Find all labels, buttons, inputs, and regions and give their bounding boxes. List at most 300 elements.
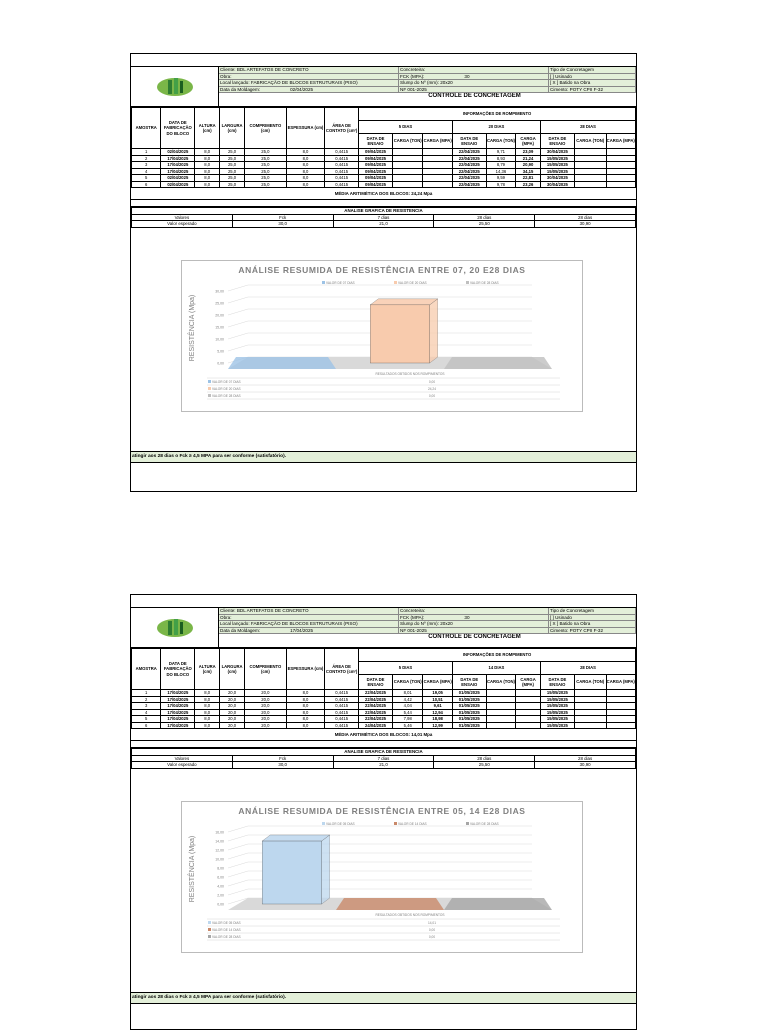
table-cell: 0,4415: [325, 149, 359, 156]
table-cell: 20,90: [516, 162, 541, 169]
table-cell: 8,0: [286, 690, 324, 697]
table-cell: 1: [132, 149, 161, 156]
y-tick-label: 8,00: [217, 866, 224, 871]
col-carga-mpa: CARGA (MPA): [606, 134, 636, 149]
company-logo: [131, 608, 219, 647]
col-period-2: 14 DIAS: [452, 662, 540, 675]
table-cell: 09/04/2025: [359, 149, 393, 156]
table-row: [132, 162, 636, 169]
footer-note: atingir aos 28 dias o Fck ≥ 4,5 MPA para ser conforme (satisfatório).: [131, 451, 636, 463]
company-logo: [131, 67, 219, 106]
sheet-top-blank: [131, 595, 636, 608]
table-cell: 0,4415: [325, 716, 359, 723]
col-espessura: ESPESSURA (cm): [286, 649, 324, 690]
tipo-cell: Tipo de Concretagem: [549, 67, 636, 74]
batido-cell: [ X ] Batido na Obra: [549, 621, 636, 628]
table-cell: 8,0: [195, 168, 220, 175]
table-cell: 25,0: [244, 181, 286, 188]
x-axis-label: RESULTADOS OBTIDOS NOS ROMPIMENTOS: [375, 372, 445, 376]
summary-cell: Valor esperado: [132, 762, 233, 769]
info-grid: [219, 67, 636, 106]
usinado-cell: [ ] Usinado: [549, 74, 636, 81]
col-data-ensaio: DATA DE ENSAIO: [452, 134, 486, 149]
table-cell: 4,04: [392, 703, 423, 710]
summary-title: ANALISE GRAFICA DE RESISTENCIA: [132, 208, 636, 215]
table-cell: 15/05/2025: [540, 690, 574, 697]
data-table-value: 14,01: [428, 921, 436, 925]
y-tick-label: 25,00: [215, 301, 224, 306]
table-cell: 5: [132, 716, 161, 723]
y-tick-label: 30,00: [215, 289, 224, 294]
data-table-swatch: [208, 380, 211, 383]
table-cell: 3: [132, 162, 161, 169]
summary-cell: 28 dias: [535, 755, 636, 762]
summary-cell: 30,90: [535, 762, 636, 769]
col-comprimento: COMPRIMENTO (cm): [244, 108, 286, 149]
table-cell: 4,42: [392, 696, 423, 703]
cliente-cell: Cliente: BDL ARTEFATOS DE CONCRETO: [219, 608, 399, 615]
logo-icon: [155, 617, 195, 639]
legend-label: VALOR DE 20 DIAS: [398, 281, 427, 285]
table-cell: 09/04/2025: [359, 175, 393, 182]
table-cell: 01/05/2025: [452, 696, 486, 703]
table-cell: [486, 722, 515, 729]
table-cell: 25,0: [220, 175, 245, 182]
table-cell: 25,0: [220, 168, 245, 175]
data-table-value: 24,24: [428, 387, 436, 391]
col-period-3: 28 DIAS: [540, 121, 635, 134]
table-cell: 15/05/2025: [540, 722, 574, 729]
media-aritmetica: MÉDIA ARITIMÉTICA DOS BLOCOS: 14,01 Mpa: [131, 729, 636, 741]
col-carga-mpa: CARGA (MPA): [516, 134, 541, 149]
summary-cell: Valores: [132, 755, 233, 762]
table-cell: 8,0: [286, 155, 324, 162]
table-cell: 25,0: [220, 149, 245, 156]
table-cell: 25,0: [244, 162, 286, 169]
sheet-header: [131, 608, 636, 648]
table-cell: 18,98: [423, 716, 452, 723]
table-cell: 22/04/2025: [359, 690, 393, 697]
table-cell: 17/04/2025: [161, 162, 195, 169]
legend-swatch: [394, 822, 397, 825]
table-cell: 17/04/2025: [161, 709, 195, 716]
report-title: CONTROLE DE CONCRETAGEM: [399, 634, 549, 641]
data-table-value: 0,00: [428, 928, 436, 932]
table-cell: 17/04/2025: [161, 696, 195, 703]
table-row: [132, 175, 636, 182]
concreteira-cell: Concreteira:: [399, 67, 549, 74]
table-cell: 8,79: [486, 162, 515, 169]
summary-cell: 30,90: [535, 221, 636, 228]
table-cell: 8,0: [195, 175, 220, 182]
table-cell: 3: [132, 703, 161, 710]
table-cell: [392, 181, 423, 188]
results-table: [131, 648, 636, 729]
summary-cell: 28 dias: [434, 214, 535, 221]
bar: [444, 357, 552, 369]
col-largura: LARGURA (cm): [220, 108, 245, 149]
table-cell: 17/04/2025: [161, 168, 195, 175]
table-cell: 20,0: [220, 690, 245, 697]
summary-cell: Fck: [232, 755, 333, 762]
table-cell: 20,0: [220, 716, 245, 723]
y-tick-label: 10,00: [215, 857, 224, 862]
table-cell: 0,4415: [325, 168, 359, 175]
summary-cell: 30,0: [232, 762, 333, 769]
table-cell: 5: [132, 175, 161, 182]
table-cell: 01/05/2025: [452, 716, 486, 723]
table-cell: 25,0: [220, 162, 245, 169]
table-cell: 12,99: [423, 722, 452, 729]
data-table-series: VALOR DE 28 DIAS: [212, 394, 241, 398]
table-cell: 15/05/2025: [540, 696, 574, 703]
table-cell: 8,0: [195, 155, 220, 162]
table-cell: 22/04/2025: [359, 696, 393, 703]
col-altura: ALTURA (cm): [195, 108, 220, 149]
summary-table: [131, 748, 636, 769]
data-table-series: VALOR DE 07 DIAS: [212, 380, 241, 384]
summary-cell: 7 dias: [333, 214, 434, 221]
table-cell: 8,0: [286, 175, 324, 182]
table-cell: 22/04/2025: [359, 703, 393, 710]
legend-label: VALOR DE 05 DIAS: [326, 822, 355, 826]
legend-label: VALOR DE 28 DIAS: [470, 281, 499, 285]
table-cell: 6: [132, 181, 161, 188]
slump-cell: Slump do Nº (mm): 20x20: [399, 80, 549, 87]
summary-title: ANALISE GRAFICA DE RESISTENCIA: [132, 749, 636, 756]
data-table-value: 0,00: [428, 380, 436, 384]
table-cell: 17/04/2025: [161, 703, 195, 710]
table-cell: 24/04/2025: [359, 722, 393, 729]
table-cell: 25,0: [244, 149, 286, 156]
table-cell: 20,0: [220, 703, 245, 710]
table-cell: 25,0: [244, 155, 286, 162]
batido-cell: [ X ] Batido na Obra: [549, 80, 636, 87]
fck-cell: FCK (MPA): 30: [399, 615, 549, 622]
col-largura: LARGURA (cm): [220, 649, 245, 690]
table-cell: 22,81: [516, 175, 541, 182]
col-info-rompimento: INFORMAÇÕES DE ROMPIMENTO: [359, 108, 636, 121]
table-cell: 4: [132, 168, 161, 175]
bar-side: [322, 835, 330, 904]
table-cell: 17/04/2025: [161, 722, 195, 729]
col-carga-ton: CARGA (TON): [574, 675, 606, 690]
col-carga-mpa: CARGA (MPA): [423, 675, 452, 690]
col-data-ensaio: DATA DE ENSAIO: [540, 675, 574, 690]
col-data-ensaio: DATA DE ENSAIO: [359, 134, 393, 149]
table-cell: 30/04/2025: [540, 175, 574, 182]
legend-swatch: [322, 281, 325, 284]
data-table-series: VALOR DE 05 DIAS: [212, 921, 241, 925]
media-aritmetica: MÉDIA ARITIMÉTICA DOS BLOCOS: 24,24 Mpa: [131, 188, 636, 200]
y-tick-label: 16,00: [215, 830, 224, 835]
table-cell: 20,0: [220, 696, 245, 703]
table-cell: 9,78: [486, 181, 515, 188]
chart-title: ANÁLISE RESUMIDA DE RESISTÊNCIA ENTRE 07, 20 E28 DIAS: [238, 265, 526, 275]
data-moldagem-cell: Data da Moldagem: 17/04/2025: [219, 628, 399, 635]
table-cell: 8,0: [286, 149, 324, 156]
results-body: [132, 690, 636, 729]
cimento-cell: Cimento: POTY CPII F-32: [549, 628, 636, 635]
summary-cell: 28 dias: [434, 755, 535, 762]
table-cell: 0,4415: [325, 696, 359, 703]
table-cell: 0,4415: [325, 703, 359, 710]
data-table-swatch: [208, 935, 211, 938]
table-cell: 15/05/2025: [540, 162, 574, 169]
table-cell: 20,0: [220, 709, 245, 716]
col-data-fabricacao: DATA DE FABRICAÇÃO DO BLOCO: [161, 649, 195, 690]
fck-cell: FCK (MPA): 30: [399, 74, 549, 81]
table-cell: 22/04/2025: [452, 155, 486, 162]
table-cell: 2: [132, 155, 161, 162]
table-cell: 15/05/2025: [540, 155, 574, 162]
table-cell: 17/04/2025: [161, 155, 195, 162]
col-amostra: AMOSTRA: [132, 649, 161, 690]
table-cell: 8,01: [392, 690, 423, 697]
table-cell: [606, 722, 636, 729]
table-cell: 22/04/2025: [452, 168, 486, 175]
summary-cell: 25,50: [434, 762, 535, 769]
resistance-chart: [181, 801, 583, 953]
col-amostra: AMOSTRA: [132, 108, 161, 149]
table-cell: 17/04/2025: [161, 690, 195, 697]
table-cell: 25,0: [220, 181, 245, 188]
table-cell: 01/05/2025: [452, 722, 486, 729]
table-cell: 8,0: [195, 722, 220, 729]
col-carga-mpa: CARGA (MPA): [516, 675, 541, 690]
col-carga-ton: CARGA (TON): [392, 675, 423, 690]
table-cell: 25,0: [244, 168, 286, 175]
col-espessura: ESPESSURA (cm): [286, 108, 324, 149]
col-carga-ton: CARGA (TON): [392, 134, 423, 149]
y-tick-label: 2,00: [217, 893, 224, 898]
data-table-swatch: [208, 387, 211, 390]
gridline: [228, 880, 248, 886]
table-cell: 15/05/2025: [540, 168, 574, 175]
logo-icon: [155, 76, 195, 98]
legend-swatch: [394, 281, 397, 284]
summary-cell: 30,0: [232, 221, 333, 228]
table-cell: 8,0: [286, 696, 324, 703]
table-cell: 30/04/2025: [540, 149, 574, 156]
sheet-top-blank: [131, 54, 636, 67]
chart-title: ANÁLISE RESUMIDA DE RESISTÊNCIA ENTRE 05, 14 E28 DIAS: [238, 806, 526, 816]
data-table-swatch: [208, 394, 211, 397]
data-table-swatch: [208, 928, 211, 931]
summary-cell: 28 dias: [535, 214, 636, 221]
bar-top: [262, 835, 329, 841]
table-cell: 23,09: [516, 149, 541, 156]
table-cell: 5,46: [392, 722, 423, 729]
table-cell: 2: [132, 696, 161, 703]
bar: [336, 898, 444, 910]
y-axis-label: RESISTÊNCIA (Mpa): [189, 835, 196, 903]
table-cell: 17/04/2025: [161, 716, 195, 723]
summary-cell: 21,0: [333, 762, 434, 769]
table-cell: 20,0: [244, 703, 286, 710]
table-row: [132, 690, 636, 697]
report-sheet-2: [130, 594, 637, 1030]
results-table: [131, 107, 636, 188]
table-cell: 15/05/2025: [540, 716, 574, 723]
info-grid: [219, 608, 636, 647]
table-cell: 01/05/2025: [452, 709, 486, 716]
legend-label: VALOR DE 28 DIAS: [470, 822, 499, 826]
data-table-series: VALOR DE 28 DIAS: [212, 935, 241, 939]
results-body: [132, 149, 636, 188]
table-cell: [516, 722, 541, 729]
col-altura: ALTURA (cm): [195, 649, 220, 690]
table-cell: 8,0: [195, 690, 220, 697]
summary-cell: Valor esperado: [132, 221, 233, 228]
table-cell: 02/04/2025: [161, 175, 195, 182]
table-cell: 0,4415: [325, 690, 359, 697]
gridline: [228, 862, 248, 868]
table-cell: 8,0: [195, 696, 220, 703]
bar: [444, 898, 552, 910]
table-row: [132, 168, 636, 175]
gridline: [228, 871, 248, 877]
gridline: [228, 297, 248, 303]
gridline: [228, 321, 248, 327]
table-row: [132, 181, 636, 188]
table-cell: 8,0: [195, 162, 220, 169]
table-row: [132, 696, 636, 703]
table-cell: 20,0: [244, 690, 286, 697]
table-cell: 9,71: [486, 149, 515, 156]
table-cell: 20,0: [220, 722, 245, 729]
table-cell: [574, 181, 606, 188]
table-cell: 8,0: [286, 162, 324, 169]
table-cell: 9,61: [423, 703, 452, 710]
table-cell: 30/04/2025: [540, 181, 574, 188]
table-cell: 20,0: [244, 716, 286, 723]
obra-cell: Obra:: [219, 74, 399, 81]
table-row: [132, 722, 636, 729]
table-cell: 8,0: [195, 181, 220, 188]
table-row: [132, 155, 636, 162]
table-cell: 23,26: [516, 181, 541, 188]
table-cell: 09/04/2025: [359, 168, 393, 175]
table-cell: 6: [132, 722, 161, 729]
legend-swatch: [466, 822, 469, 825]
col-data-ensaio: DATA DE ENSAIO: [452, 675, 486, 690]
legend-swatch: [322, 822, 325, 825]
table-row: [132, 709, 636, 716]
table-cell: 4: [132, 709, 161, 716]
table-cell: 0,4415: [325, 709, 359, 716]
table-cell: 20,0: [244, 709, 286, 716]
table-cell: 02/04/2025: [161, 149, 195, 156]
table-cell: 22/04/2025: [359, 716, 393, 723]
table-cell: 09/04/2025: [359, 155, 393, 162]
table-cell: 8,93: [486, 155, 515, 162]
table-cell: 5,44: [392, 709, 423, 716]
legend-label: VALOR DE 14 DIAS: [398, 822, 427, 826]
table-cell: [606, 181, 636, 188]
col-info-rompimento: INFORMAÇÕES DE ROMPIMENTO: [359, 649, 636, 662]
tipo-cell: Tipo de Concretagem: [549, 608, 636, 615]
local-cell: Local lançado: FABRICAÇÃO DE BLOCOS ESTRUTURAIS (PISO): [219, 621, 399, 628]
cliente-cell: Cliente: BDL ARTEFATOS DE CONCRETO: [219, 67, 399, 74]
gridline: [228, 826, 248, 832]
report-title: CONTROLE DE CONCRETAGEM: [399, 93, 549, 100]
table-cell: 8,0: [286, 703, 324, 710]
table-cell: 8,0: [286, 168, 324, 175]
col-carga-ton: CARGA (TON): [486, 675, 515, 690]
gridline: [228, 345, 248, 351]
chart-svg: [182, 261, 582, 411]
gridline: [228, 853, 248, 859]
usinado-cell: [ ] Usinado: [549, 615, 636, 622]
y-tick-label: 0,00: [217, 361, 224, 366]
table-cell: 34,15: [516, 168, 541, 175]
summary-cell: 25,50: [434, 221, 535, 228]
gridline: [228, 844, 248, 850]
table-cell: 0,4415: [325, 722, 359, 729]
table-row: [132, 716, 636, 723]
y-tick-label: 5,00: [217, 349, 224, 354]
table-cell: 21,24: [516, 155, 541, 162]
gridline: [228, 309, 248, 315]
table-cell: 8,0: [195, 716, 220, 723]
x-axis-label: RESULTADOS OBTIDOS NOS ROMPIMENTOS: [375, 913, 445, 917]
col-area: ÁREA DE CONTATO (cm²): [325, 649, 359, 690]
table-cell: 15/05/2025: [540, 709, 574, 716]
table-cell: 19,05: [423, 690, 452, 697]
table-cell: 01/05/2025: [452, 703, 486, 710]
table-cell: 25,0: [220, 155, 245, 162]
table-cell: 20,0: [244, 696, 286, 703]
summary-cell: Valores: [132, 214, 233, 221]
data-table-series: VALOR DE 20 DIAS: [212, 387, 241, 391]
table-cell: 09/04/2025: [359, 181, 393, 188]
gridline: [228, 285, 248, 291]
y-tick-label: 6,00: [217, 875, 224, 880]
table-cell: 22/04/2025: [452, 175, 486, 182]
table-cell: 12,94: [423, 709, 452, 716]
table-row: [132, 703, 636, 710]
col-data-ensaio: DATA DE ENSAIO: [359, 675, 393, 690]
table-cell: 22/04/2025: [452, 149, 486, 156]
data-table-value: 0,00: [428, 394, 436, 398]
table-cell: 1: [132, 690, 161, 697]
data-table-value: 0,00: [428, 935, 436, 939]
table-cell: 14,36: [486, 168, 515, 175]
y-tick-label: 15,00: [215, 325, 224, 330]
y-tick-label: 4,00: [217, 884, 224, 889]
table-cell: 22/04/2025: [359, 709, 393, 716]
table-cell: 0,4415: [325, 162, 359, 169]
col-carga-mpa: CARGA (MPA): [606, 675, 636, 690]
data-table-series: VALOR DE 14 DIAS: [212, 928, 241, 932]
col-period-1: 5 DIAS: [359, 121, 453, 134]
footer-note: atingir aos 28 dias o Fck ≥ 4,5 MPA para ser conforme (satisfatório).: [131, 992, 636, 1004]
resistance-chart: [181, 260, 583, 412]
col-period-3: 28 DIAS: [540, 662, 635, 675]
table-cell: 8,0: [286, 722, 324, 729]
col-carga-mpa: CARGA (MPA): [423, 134, 452, 149]
data-table-swatch: [208, 921, 211, 924]
nf-cell: NF 001-2025: [399, 628, 549, 635]
table-cell: 8,0: [195, 149, 220, 156]
report-sheet-1: [130, 53, 637, 492]
y-tick-label: 12,00: [215, 848, 224, 853]
sheet-header: [131, 67, 636, 107]
col-comprimento: COMPRIMENTO (cm): [244, 649, 286, 690]
col-carga-ton: CARGA (TON): [486, 134, 515, 149]
gridline: [228, 835, 248, 841]
